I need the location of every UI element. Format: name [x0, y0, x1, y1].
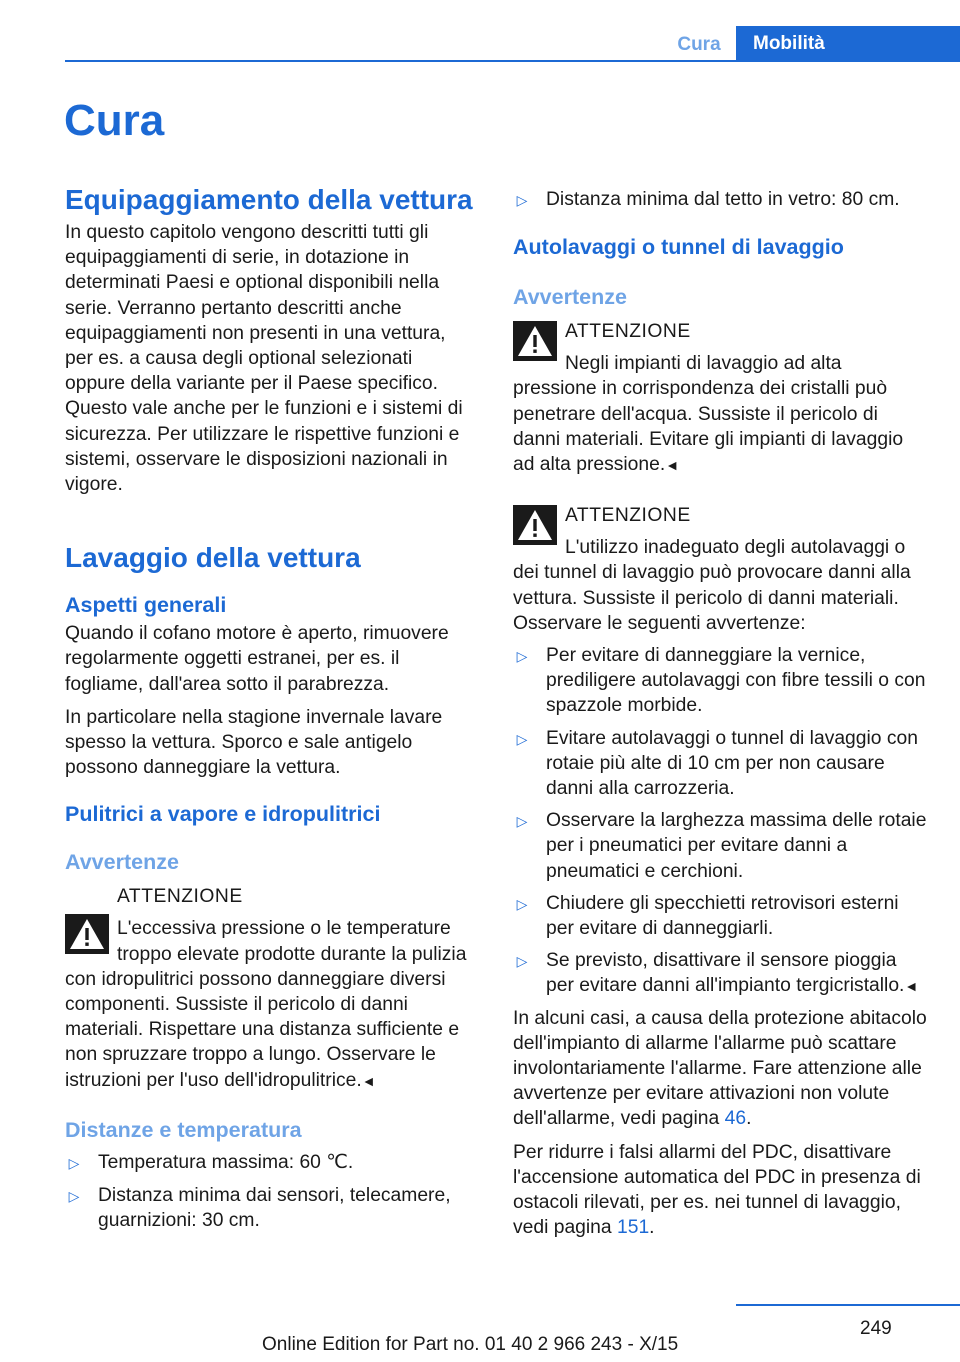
warning-text: Negli impianti di lavaggio ad alta pressione in corrispondenza dei cristalli può penetrare dell'acqua. Sussiste il pericolo di danni materiali. Evitare gli impianti di lavaggio ad alta pressione.◄	[513, 353, 904, 476]
warning-block-1	[513, 319, 929, 478]
list-item: ▷ Distanza minima dal tetto in vetro: 80 cm.	[513, 187, 929, 212]
end-mark: ◄	[361, 1072, 376, 1089]
warning-block-2	[513, 503, 929, 636]
list-item: ▷ Distanza minima dai sensori, telecamere, guarnizioni: 30 cm.	[65, 1183, 477, 1233]
left-column	[65, 184, 477, 1233]
triangle-bullet-icon: ▷	[68, 1154, 80, 1171]
warning-text: L'utilizzo inadeguato degli autolavaggi o dei tunnel di lavaggio può provocare danni alla vettura. Sussiste il pericolo di danni materiali. Osservare le seguenti avvertenze:	[513, 537, 911, 634]
subtitle-avvertenze-autolavaggi: Avvertenze	[513, 285, 627, 310]
warning-triangle-icon	[65, 914, 109, 954]
triangle-bullet-icon: ▷	[516, 192, 528, 208]
end-mark: ◄	[665, 457, 680, 474]
alarm-paragraph: In alcuni casi, a causa della protezione abitacolo dell'impianto di allarme l'allarme può scattare involontariamente l'allarme. Fare attenzione alle avvertenze per evitare attivazioni non volute dell'allarme, vedi pagina 46.	[513, 1007, 927, 1130]
header-rule	[65, 60, 960, 62]
footer-rule	[736, 1304, 960, 1306]
warning-triangle-icon	[513, 321, 557, 361]
distanze-list-continued	[513, 187, 929, 212]
autolavaggi-list	[513, 643, 929, 1000]
triangle-bullet-icon: ▷	[516, 953, 528, 970]
pdc-paragraph: Per ridurre i falsi allarmi del PDC, disattivare l'accensione automatica del PDC in presenza di ostacoli rilevati, per es. nei tunnel di lavaggio, vedi pagina 151.	[513, 1141, 921, 1239]
triangle-bullet-icon: ▷	[516, 895, 528, 912]
subtitle-pulitrici: Pulitrici a vapore e idropulitrici	[65, 802, 381, 827]
list-item: ▷ Osservare la larghezza massima delle rotaie per i pneumatici per evitare danni a pneumatici e cerchioni.	[513, 808, 929, 884]
page-link-151[interactable]: 151	[617, 1217, 650, 1239]
triangle-bullet-icon: ▷	[516, 730, 528, 747]
subtitle-aspetti-generali: Aspetti generali	[65, 593, 227, 618]
subtitle-autolavaggi: Autolavaggi o tunnel di lavaggio	[513, 235, 844, 260]
section-title-equipaggiamento: Equipaggiamento della vettura	[65, 184, 473, 215]
warning-triangle-icon	[513, 505, 557, 545]
aspetti-paragraph-2: In particolare nella stagione invernale lavare spesso la vettura. Sporco e sale antigelo possono danneggiare la vettura.	[65, 706, 443, 779]
warning-label: ATTENZIONE	[565, 321, 691, 343]
list-item: ▷ Se previsto, disattivare il sensore pioggia per evitare danni all'impianto tergicristallo.◄	[513, 948, 929, 999]
end-mark: ◄	[904, 978, 919, 995]
footer-edition: Online Edition for Part no. 01 40 2 966 243 - X/15	[262, 1334, 679, 1355]
warning-label: ATTENZIONE	[565, 505, 691, 527]
aspetti-paragraph-1: Quando il cofano motore è aperto, rimuovere regolarmente oggetti estranei, per es. il fogliame, dall'area sotto il parabrezza.	[65, 623, 449, 695]
triangle-bullet-icon: ▷	[516, 648, 528, 665]
subtitle-avvertenze-pulitrici: Avvertenze	[65, 850, 179, 875]
warning-label: ATTENZIONE	[117, 886, 243, 908]
page-title: Cura	[64, 96, 165, 145]
triangle-bullet-icon: ▷	[68, 1188, 80, 1205]
right-column	[513, 184, 929, 1241]
list-item: ▷ Chiudere gli specchietti retrovisori esterni per evitare di danneggiarli.	[513, 891, 929, 941]
page-number: 249	[860, 1318, 892, 1339]
header-tab-cura[interactable]: Cura	[677, 34, 721, 55]
list-item: ▷ Temperatura massima: 60 ℃.	[65, 1150, 477, 1175]
subtitle-distanze: Distanze e temperatura	[65, 1117, 302, 1142]
warning-text: L'eccessiva pressione o le temperature troppo elevate prodotte durante la pulizia con idropulitrici possono danneggiare diversi componenti. Sussiste il pericolo di danni materiali. Rispettare una distanza sufficiente e non spruzzare troppo a lungo. Osservare le istruzioni per l'uso dell'idropulitrice.◄	[65, 918, 467, 1091]
page-link-46[interactable]: 46	[724, 1108, 747, 1130]
equipaggiamento-paragraph: In questo capitolo vengono descritti tutti gli equipaggiamenti di serie, in dotazione in determinati Paesi e optional disponibili nella serie. Verranno pertanto descritti anche equipaggiamenti non presenti in una vettura, per es. a causa degli optional selezionati oppure della variante per il Paese specifico. Questo vale anche per le funzioni e i sistemi di sicurezza. Per utilizzare le rispettive funzioni e sistemi, osservare le disposizioni nazionali in vigore.	[65, 222, 463, 496]
triangle-bullet-icon: ▷	[516, 813, 528, 830]
section-title-lavaggio: Lavaggio della vettura	[65, 542, 361, 574]
warning-block-pulitrici	[65, 884, 477, 1093]
list-item: ▷ Evitare autolavaggi o tunnel di lavaggio con rotaie più alte di 10 cm per non causare danni alla carrozzeria.	[513, 726, 929, 802]
distanze-list	[65, 1150, 477, 1234]
list-item: ▷ Per evitare di danneggiare la vernice, prediligere autolavaggi con fibre tessili o con spazzole morbide.	[513, 643, 929, 719]
header-tab-mobilita[interactable]: Mobilità	[736, 26, 960, 62]
